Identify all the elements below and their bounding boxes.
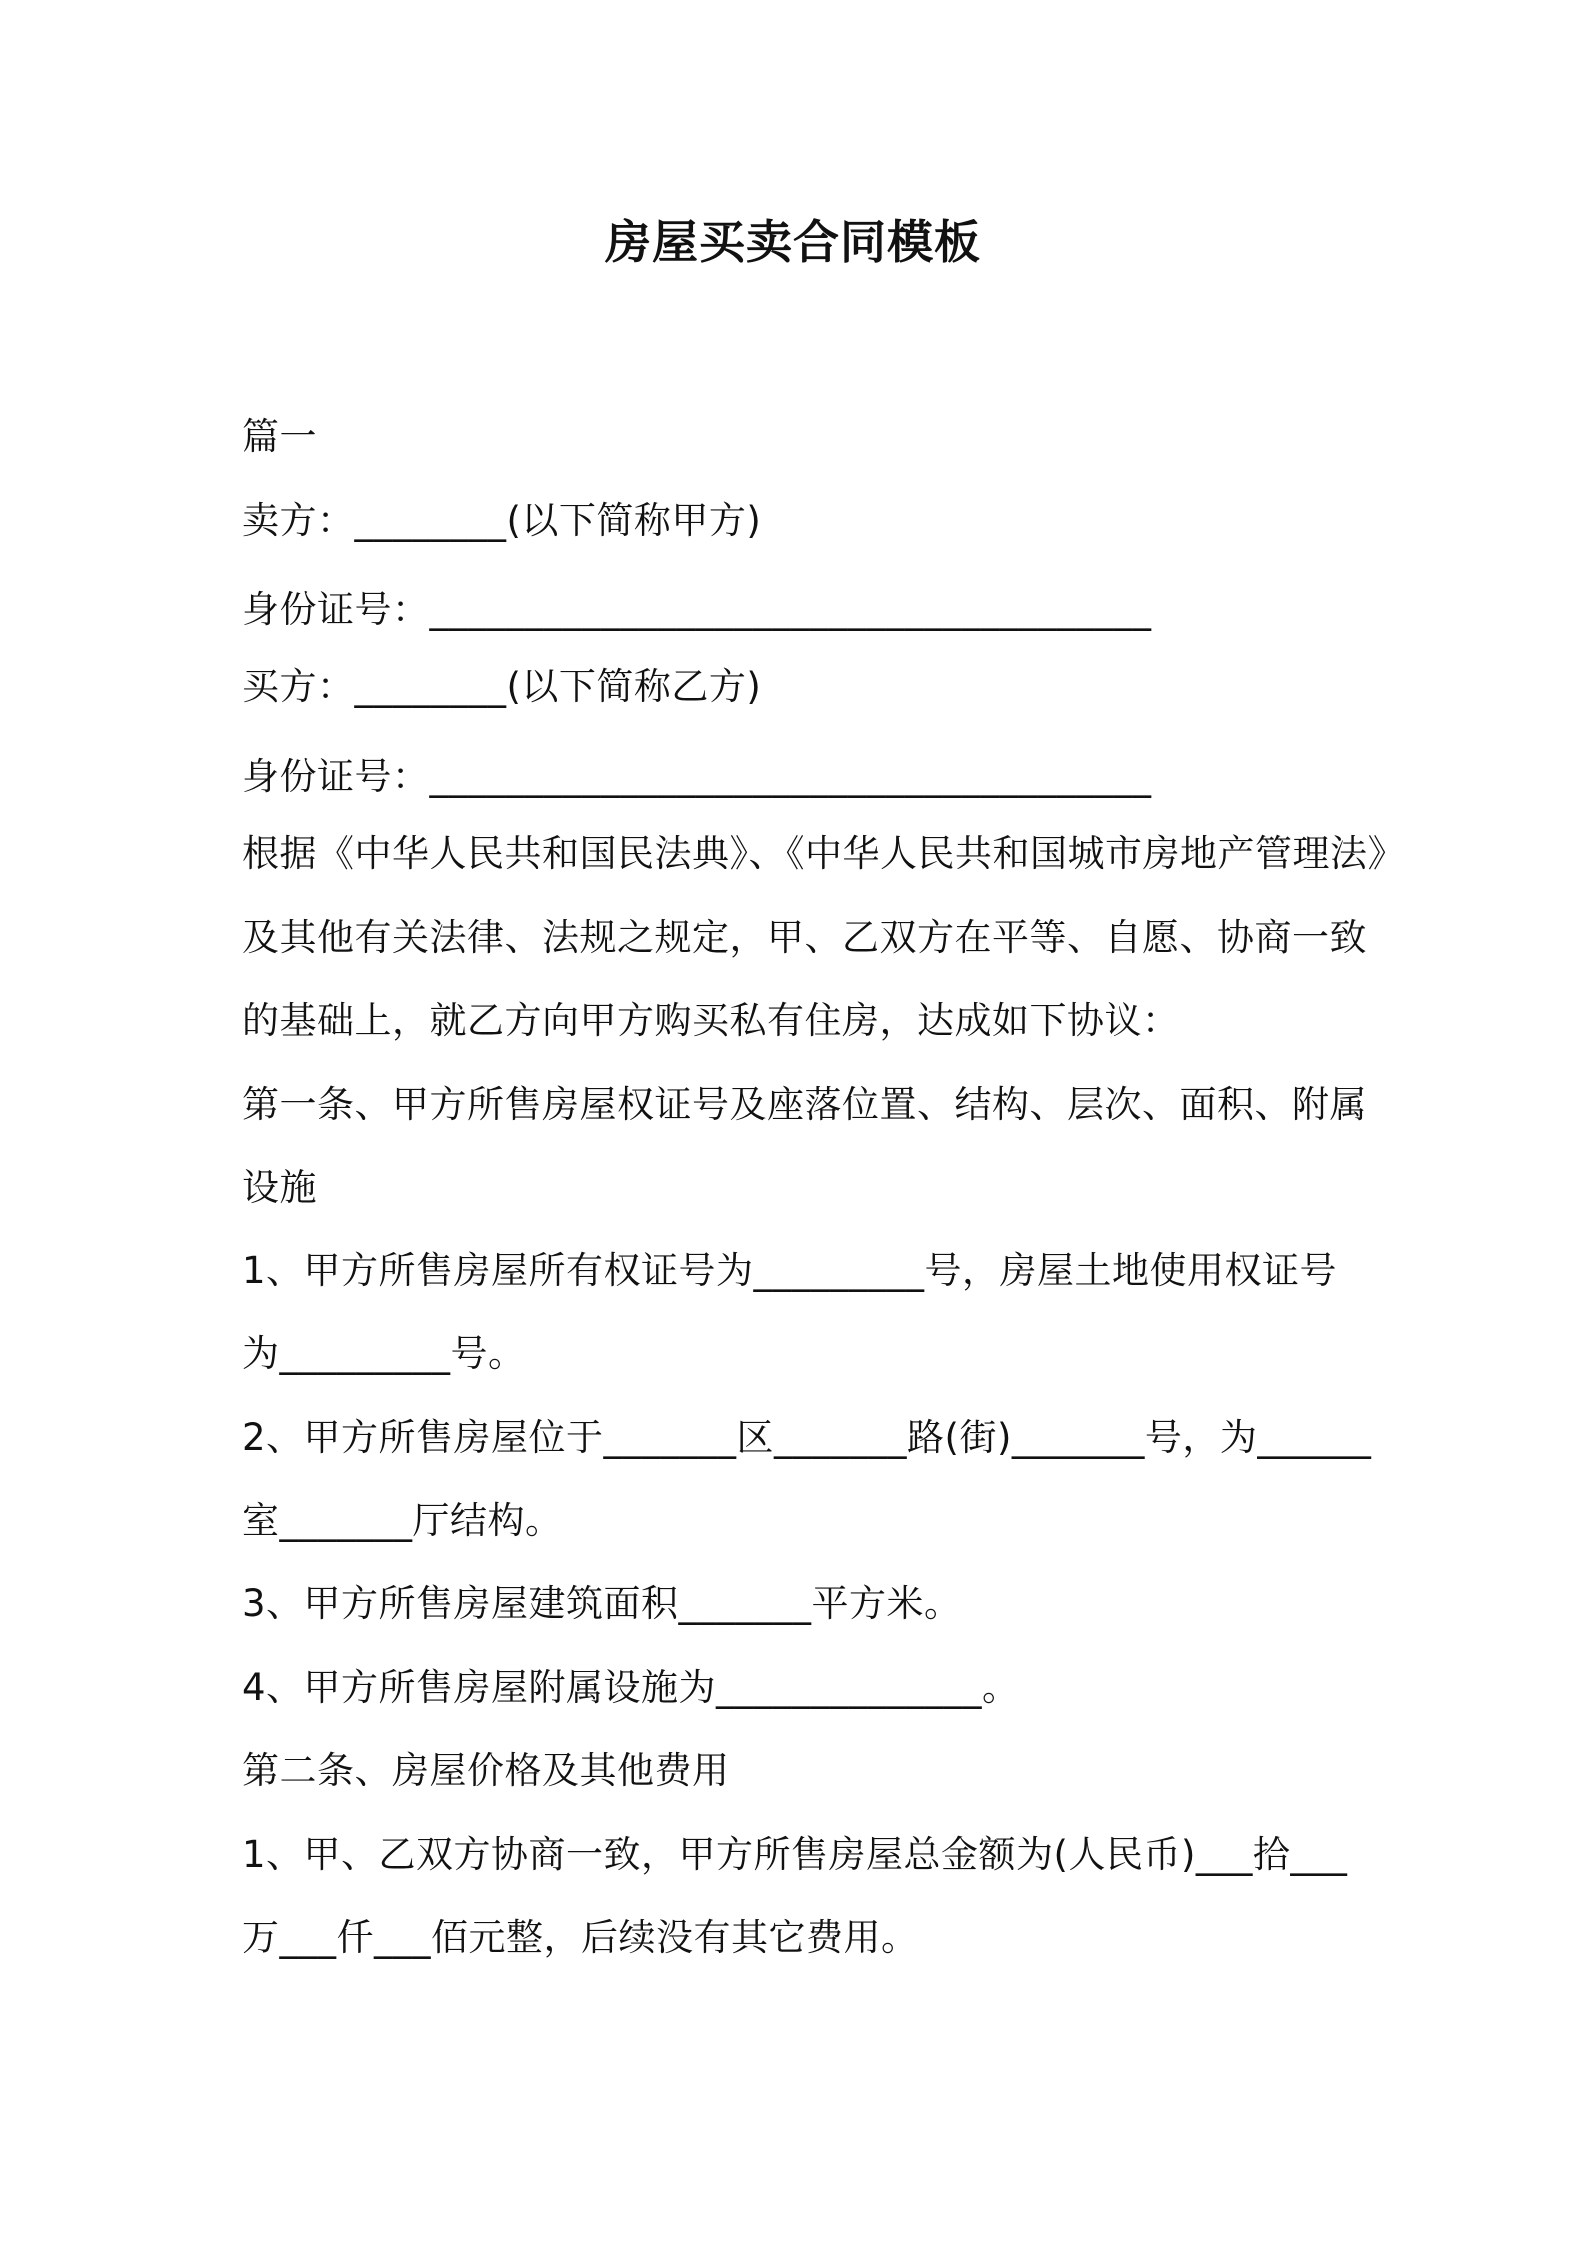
clause-line: 3、甲方所售房屋建筑面积_______平方米。 bbox=[242, 1582, 962, 1625]
clause-line: 1、甲、乙双方协商一致，甲方所售房屋总金额为(人民币)___拾___ bbox=[242, 1833, 1348, 1876]
paragraph-line: 的基础上，就乙方向甲方购买私有住房，达成如下协议： bbox=[242, 999, 1180, 1042]
article-heading-cont: 设施 bbox=[242, 1166, 317, 1209]
clause-line: 为_________号。 bbox=[242, 1332, 526, 1375]
clause-line: 4、甲方所售房屋附属设施为______________。 bbox=[242, 1666, 1020, 1709]
section-heading: 篇一 bbox=[242, 415, 317, 458]
seller-line: 卖方：________(以下简称甲方) bbox=[242, 499, 762, 542]
buyer-line: 买方：________(以下简称乙方) bbox=[242, 665, 762, 708]
clause-line: 万___仟___佰元整，后续没有其它费用。 bbox=[242, 1916, 919, 1959]
clause-line: 室_______厅结构。 bbox=[242, 1499, 563, 1542]
article-heading: 第一条、甲方所售房屋权证号及座落位置、结构、层次、面积、附属 bbox=[242, 1083, 1367, 1126]
clause-line: 1、甲方所售房屋所有权证号为_________号，房屋土地使用权证号 bbox=[242, 1249, 1338, 1292]
paragraph-line: 及其他有关法律、法规之规定，甲、乙双方在平等、自愿、协商一致 bbox=[242, 916, 1367, 959]
document-title: 房屋买卖合同模板 bbox=[605, 215, 981, 269]
paragraph-line: 根据《中华人民共和国民法典》、《中华人民共和国城市房地产管理法》 bbox=[242, 832, 1405, 875]
article-heading: 第二条、房屋价格及其他费用 bbox=[242, 1749, 730, 1792]
buyer-id-line: 身份证号：______________________________________ bbox=[242, 755, 1152, 798]
seller-id-line: 身份证号：______________________________________ bbox=[242, 588, 1152, 631]
clause-line: 2、甲方所售房屋位于_______区_______路(街)_______号，为______ bbox=[242, 1416, 1372, 1459]
